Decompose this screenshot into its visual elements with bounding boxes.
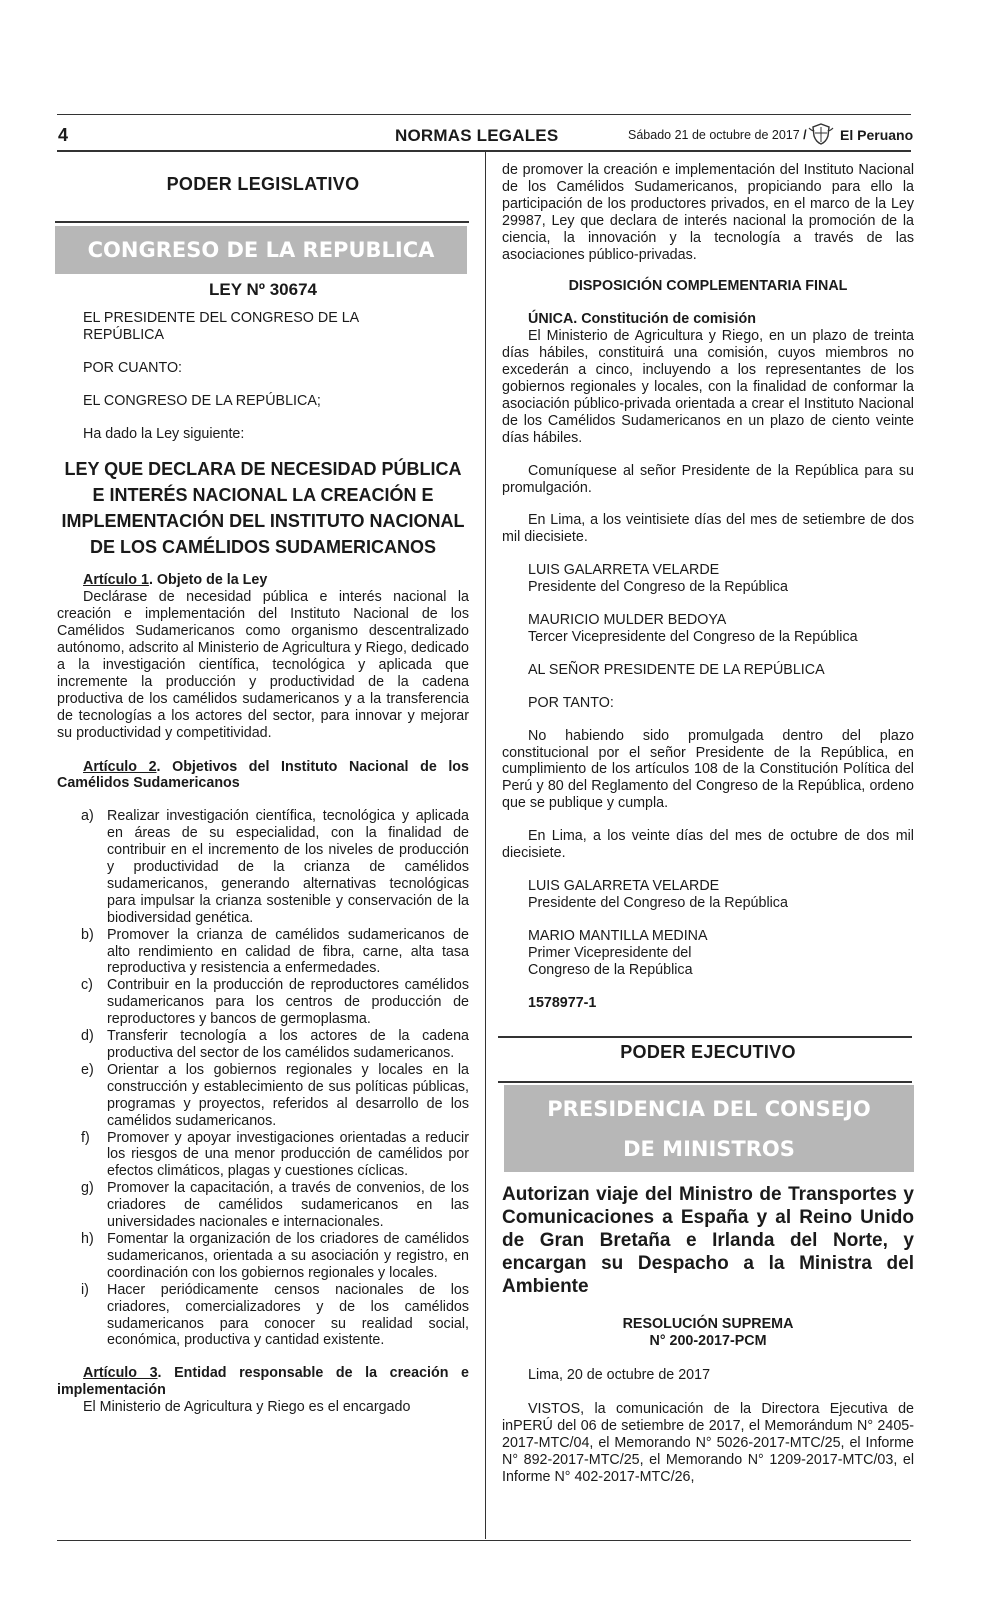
signature-2-role: Tercer Vicepresidente del Congreso de la República [528, 628, 858, 645]
pcm-band-line-2: DE MINISTROS [623, 1137, 795, 1162]
coat-of-arms-icon [807, 122, 835, 146]
law-number: LEY Nº 30674 [209, 280, 317, 299]
signature-2-name: MAURICIO MULDER BEDOYA [528, 612, 727, 629]
congress-line: EL CONGRESO DE LA REPÚBLICA; [83, 392, 321, 409]
right-column [502, 162, 914, 1486]
ha-dado: Ha dado la Ley siguiente: [83, 425, 245, 442]
por-cuanto: POR CUANTO: [83, 359, 183, 376]
vistos-text: VISTOS, la comunicación de la Directora Ejecutiva de inPERÚ del 06 de setiembre de 2017, el Memorándum N° 2405-2017-MTC/04, el Memorando N° 5026-2017-MTC/25, el Informe N° 892-2017-MTC/25, el Memorando N° 1209-2017-MTC/03, el Informe N° 402-2017-MTC/26, [502, 1401, 914, 1485]
section-rule [498, 1036, 912, 1038]
article-3-continued: de promover la creación e implementación del Instituto Nacional de los Camélidos Sudamericanos, propiciando para ello la participación de los productores privados, en el marco de la Ley 29987, Ley que declara de interés nacional la promoción de la ciencia, la innovación y la tecnología a través de las asociaciones público-privadas. [502, 162, 914, 263]
pcm-band [504, 1085, 914, 1172]
signature-4-role-2: Congreso de la República [528, 961, 693, 978]
branch-title: PODER LEGISLATIVO [166, 174, 360, 194]
lima-date-1: En Lima, a los veintisiete días del mes de setiembre de dos mil diecisiete. [502, 512, 914, 546]
signature-3-name: LUIS GALARRETA VELARDE [528, 878, 720, 894]
list-item: i) Hacer periódicamente censos nacionales de los criadores, comercializadores y de los camélidos sudamericanos para conocer su realidad social, económica, productiva y cantidad existente. [81, 1281, 469, 1349]
pcm-band-line-1: PRESIDENCIA DEL CONSEJO [547, 1097, 871, 1122]
signature-3-role: Presidente del Congreso de la República [528, 894, 788, 911]
lima-date-2: En Lima, a los veinte días del mes de octubre de dos mil diecisiete. [502, 828, 914, 862]
resolution-type: RESOLUCIÓN SUPREMA [622, 1316, 794, 1333]
unica-text: El Ministerio de Agricultura y Riego, en un plazo de treinta días hábiles, constituirá una comisión, cuyos miembros no excederán a cinco, incluyendo a los representantes de los gobiernos regionales y locales, con la finalidad de conformar la asociación público-privada orientada a crear el Instituto Nacional de los Camélidos Sudamericanos en un plazo de ciento veinte días hábiles. [502, 328, 914, 446]
branch-rule [55, 221, 469, 223]
left-column [57, 162, 469, 1416]
article-1-heading: Artículo 1. Objeto de la Ley [83, 572, 268, 589]
resolution-date: Lima, 20 de octubre de 2017 [528, 1367, 711, 1384]
executive-rule [498, 1081, 912, 1083]
list-item: a) Realizar investigación científica, tecnológica y aplicada en áreas de su especialidad, con la finalidad de contribuir en el incremento de los niveles de producción y productividad de la crianza de camélidos sudamericanos, generando alternativas tecnológicas para impulsar la crianza sostenible y conservación de la biodiversidad genética. [81, 808, 469, 926]
congress-band: CONGRESO DE LA REPUBLICA [55, 226, 467, 274]
signature-4-role: Primer Vicepresidente del [528, 944, 692, 961]
resolution-title: Autorizan viaje del Ministro de Transportes y Comunicaciones a España y al Reino Unido de Gran Bretaña e Irlanda del Norte, y encargan su Despacho a la Ministra del Ambiente [502, 1184, 914, 1298]
article-1-text: Declárase de necesidad pública e interés nacional la creación e implementación del Instituto Nacional de los Camélidos Sudamericanos como organismo descentralizado autónomo, adscrito al Ministerio de Agricultura y Riego, dedicado a la investigación científica, tecnológica y aplicada que incremente la producción y productividad de la cadena productiva de los camélidos sudamericanos y a la transferencia de tecnologías a los actores del sector, para innovar y mejorar su productividad y competitividad. [57, 589, 469, 741]
president-line: EL PRESIDENTE DEL CONGRESO DE LA REPÚBLICA [83, 309, 359, 343]
por-tanto: POR TANTO: [528, 694, 614, 711]
signature-1-role: Presidente del Congreso de la República [528, 579, 788, 596]
column-divider [485, 152, 486, 1539]
list-item: g) Promover la capacitación, a través de convenios, de los criadores de camélidos sudamericanos en las universidades nacionales e internacionales. [81, 1180, 469, 1231]
signature-4-name: MARIO MANTILLA MEDINA [528, 927, 708, 944]
signature-1-name: LUIS GALARRETA VELARDE [528, 562, 720, 579]
section-title: NORMAS LEGALES [395, 126, 559, 145]
list-item: h) Fomentar la organización de los criadores de camélidos sudamericanos, orientada a su asociación y registro, en coordinación con los gobiernos regionales y locales. [81, 1230, 469, 1281]
header-rule [57, 150, 911, 152]
al-senor-line: AL SEÑOR PRESIDENTE DE LA REPÚBLICA [528, 661, 825, 678]
article-2-heading: Artículo 2. Objetivos del Instituto Nacional de los Camélidos Sudamericanos [57, 758, 469, 792]
list-item: f) Promover y apoyar investigaciones orientadas a reducir los riesgos de una menor producción de camélidos por efectos climáticos, plagas y cuestiones cíclicas. [81, 1129, 469, 1180]
article-2-list [57, 808, 469, 1349]
resolution-number: N° 200-2017-PCM [649, 1333, 767, 1350]
document-code: 1578977-1 [528, 994, 597, 1011]
no-habiendo-text: No habiendo sido promulgada dentro del plazo constitucional por el señor Presidente de la República, en cumplimiento de los artículos 108 de la Constitución Política del Perú y 80 del Reglamento del Congreso de la República, ordeno que se publique y cumpla. [502, 727, 914, 812]
publication-name: El Peruano [840, 127, 914, 143]
comuniquese-text: Comuníquese al señor Presidente de la República para su promulgación. [502, 462, 914, 496]
top-rule [57, 114, 911, 115]
header-date: Sábado 21 de octubre de 2017 / [628, 128, 807, 142]
list-item: e) Orientar a los gobiernos regionales y locales en la construcción y establecimiento de sus políticas públicas, programas y proyectos, referidos al desarrollo de los camélidos sudamericanos. [81, 1061, 469, 1129]
article-3-heading: Artículo 3. Entidad responsable de la creación e implementación [57, 1365, 469, 1399]
list-item: b) Promover la crianza de camélidos sudamericanos de alto rendimiento en calidad de fibra, carne, alta tasa reproductiva y resistencia a enfermedades. [81, 926, 469, 977]
list-item: c) Contribuir en la producción de reproductores camélidos sudamericanos para los centros de producción de reproductores y bancos de germoplasma. [81, 977, 469, 1028]
final-provision-title: DISPOSICIÓN COMPLEMENTARIA FINAL [568, 278, 848, 295]
article-3-text: El Ministerio de Agricultura y Riego es el encargado [83, 1399, 411, 1416]
law-title: LEY QUE DECLARA DE NECESIDAD PÚBLICA E INTERÉS NACIONAL LA CREACIÓN E IMPLEMENTACIÓN DEL INSTITUTO NACIONAL DE LOS CAMÉLIDOS SUDAMERICANOS [61, 459, 465, 558]
page-number: 4 [58, 125, 69, 145]
list-item: d) Transferir tecnología a los actores de la cadena productiva del sector de los camélidos sudamericanos. [81, 1028, 469, 1061]
executive-branch-title: PODER EJECUTIVO [620, 1042, 796, 1063]
unica-heading: ÚNICA. Constitución de comisión [528, 311, 756, 328]
bottom-rule [57, 1540, 911, 1541]
